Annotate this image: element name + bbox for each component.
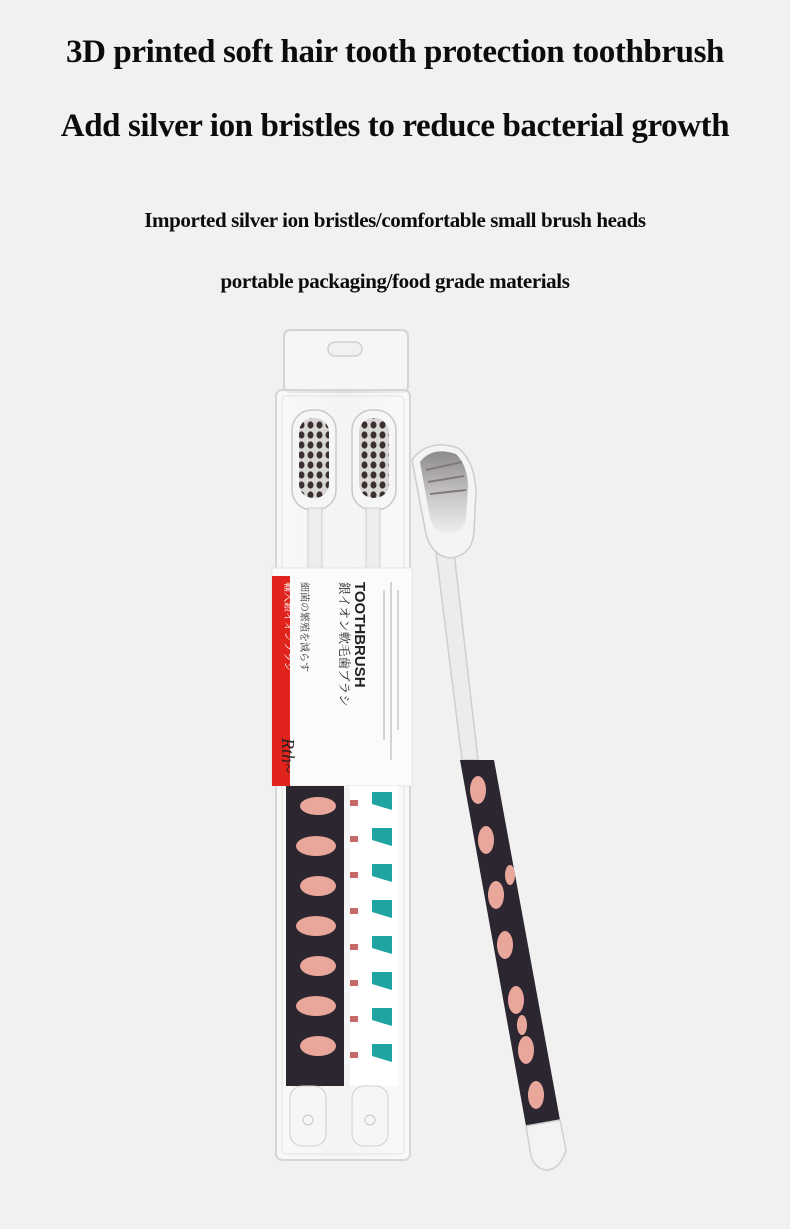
product-photo <box>0 320 790 1229</box>
headline-line-2: Add silver ion bristles to reduce bacterial growth <box>60 108 730 144</box>
subheadline-line-2: portable packaging/food grade materials <box>220 269 570 293</box>
headline-line-1: 3D printed soft hair tooth protection toothbrush <box>66 34 724 70</box>
label-jp-subtitle: 細菌の繁殖を減らす <box>298 582 309 672</box>
label-brand-text: TOOTHBRUSH <box>351 582 368 688</box>
label-jp-title: 銀イオン軟毛歯ブラシ <box>337 582 352 707</box>
label-signature: Rth~ <box>278 738 298 773</box>
loose-toothbrush <box>412 445 566 1170</box>
label-red-tag: 輸入銀イオンブラシ <box>282 582 293 672</box>
subheadline-line-1: Imported silver ion bristles/comfortable small brush heads <box>144 208 646 232</box>
